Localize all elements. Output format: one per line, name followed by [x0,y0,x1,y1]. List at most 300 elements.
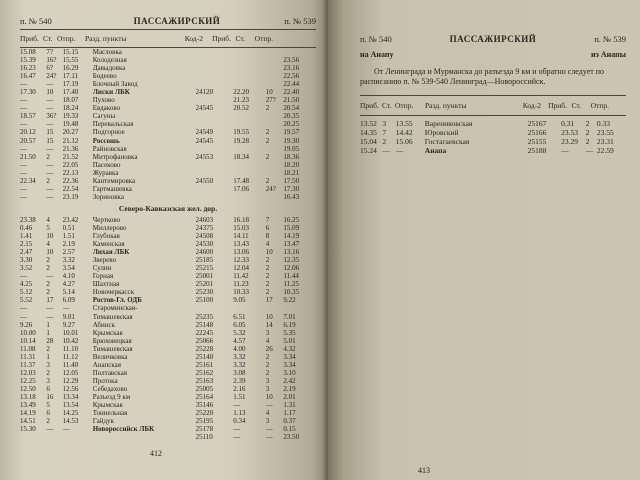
cell-station: Россошь [92,136,120,145]
col-arrival-2: Приб. [548,101,567,110]
cell-arrival: 15.08 [20,48,36,56]
cell-code: 25163 [195,376,214,385]
cell-arrival-2: 19.55 [233,128,249,137]
cell-stop: — [46,304,54,313]
cell-arrival-2: 18.34 [233,152,249,161]
cell-arrival-2: 12.33 [233,256,249,265]
cell-station: Колодезная [92,56,127,65]
cell-departure: 12.56 [62,384,79,393]
cell-arrival-2: 0.34 [233,417,246,426]
cell-code: 25195 [195,417,214,426]
cell-stop-2: 2 [265,352,270,361]
cell-departure: 13.55 [395,119,413,128]
cell-stop: — [46,160,54,169]
table-row [20,177,316,185]
cell-departure-2: 22.59 [596,146,614,155]
section-subheading: Северо-Кавказская жел. дор. [118,203,218,213]
cell-arrival: 2.47 [20,248,33,257]
cell-stop: 2 [46,417,50,426]
cell-departure: 22.36 [62,176,79,185]
table-row [20,288,316,296]
cell-arrival-2: — [233,433,241,442]
table-row [20,345,316,353]
cell-arrival-2: 12.04 [233,264,249,273]
cell-departure: 6.09 [62,296,75,305]
cell-arrival-2: 22.20 [233,88,249,97]
cell-arrival: 16.23 [20,64,36,73]
cell-arrival-2 [233,80,266,88]
cell-stop: — [46,96,54,105]
table-row [20,72,316,80]
cell-code: 24545 [195,104,214,113]
cell-arrival: 18.57 [20,112,36,121]
cell-departure-2: 12.06 [283,264,300,273]
cell-departure: 12.05 [62,368,79,377]
table-row [20,329,316,337]
cell-station: Глубокая [92,232,120,241]
table-row [20,153,316,161]
cell-station: Ростов-Гл. ОДБ [92,296,142,305]
cell-arrival-2 [233,56,266,64]
cell-stop: 6 [46,384,50,393]
cell-stop: 15 [46,128,54,137]
cell-arrival-2: 13.43 [233,240,249,249]
left-header-title: ПАССАЖИРСКИЙ [133,16,221,26]
cell-stop-2 [266,56,284,64]
cell-arrival: 17.30 [20,88,36,97]
cell-arrival: — [20,160,27,169]
cell-arrival: 22.34 [20,176,36,185]
cell-departure-2: 23.56 [283,56,300,65]
cell-stop-2: 3 [265,417,270,426]
cell-station: Пасеково [92,160,121,169]
right-rows [360,119,626,155]
cell-departure-2 [283,304,316,312]
cell-arrival: 16.47 [20,72,36,81]
cell-arrival: 14.35 [360,128,377,137]
table-row [360,128,626,137]
cell-stop-2: 2 [265,128,270,137]
cell-departure: 22.13 [62,168,79,177]
cell-station: Крымская [92,328,123,337]
cell-station: Тимашевская [92,312,133,321]
cell-stop: 2 [382,137,387,146]
cell-arrival: 15.04 [360,137,377,146]
cell-station: Анапа [424,146,447,155]
cell-code: 25188 [527,146,547,155]
table-row [20,232,316,240]
cell-stop: 1 [46,320,50,329]
cell-departure: 22.54 [62,184,79,193]
cell-arrival: 2.15 [20,240,33,249]
cell-departure-2: 14.19 [283,232,300,241]
route-note: От Ленинграда и Мурманска до разъезда 9 км и обратно следует по расписанию п. № 539-540 Ленинград—Новороссийск. [360,67,605,86]
cell-departure-2: 10.35 [283,288,300,297]
cell-stop-2: 10 [265,392,273,401]
cell-station: Чертково [92,215,121,224]
cell-departure-2: 20.54 [283,104,300,113]
cell-arrival: 10.14 [20,336,36,345]
cell-arrival: 12.25 [20,376,36,385]
cell-station: Пухово [92,96,115,105]
cell-arrival: 4.25 [20,280,33,289]
cell-arrival: — [20,184,27,193]
cell-stop-2: 4 [265,240,270,249]
cell-station: Зориновка [92,192,124,201]
cell-station: Новочеркасск [92,288,134,297]
cell-departure: 20.27 [62,128,79,137]
cell-stop-2: 3 [265,376,270,385]
cell-departure: 13.34 [62,392,79,401]
table-row [20,48,316,56]
cell-arrival-2: 3.32 [233,360,246,369]
table-row [20,264,316,272]
cell-code [196,193,234,201]
cell-departure: 16.29 [62,64,79,73]
cell-code [196,56,234,64]
cell-arrival: 14.19 [20,409,36,418]
cell-code [196,64,234,72]
cell-arrival: 13.49 [20,401,36,410]
cell-stop: 16? [46,56,57,65]
cell-stop-2 [266,112,284,120]
cell-code: 25235 [195,312,214,321]
cell-station: Разъезд 9 км [92,392,131,401]
left-page-header [20,16,316,26]
cell-stop-2: — [585,146,594,155]
cell-arrival-2: 2.39 [233,376,246,385]
cell-stop-2: — [265,401,273,410]
table-row [360,146,626,155]
col-departure: Отпр. [57,34,76,43]
cell-code: 25161 [195,360,214,369]
cell-arrival-2: 4.57 [233,336,246,345]
cell-departure-2: 19.05 [283,144,300,153]
cell-departure-2: 17.50 [283,176,300,185]
cell-departure-2: 20.25 [283,120,300,129]
cell-station: Перевальская [92,120,134,129]
cell-stop: 2 [46,152,50,161]
cell-stop: 3 [46,360,50,369]
table-row [20,409,316,417]
cell-stop: 10 [46,232,54,241]
cell-departure-2: 15.09 [283,223,300,232]
cell-arrival: 12.03 [20,368,36,377]
cell-departure-2: 3.34 [283,360,296,369]
cell-stop: 36? [46,112,57,121]
cell-stop-2 [266,80,284,88]
table-row [20,193,316,201]
cell-stop-2 [266,161,284,169]
cell-code: 25167 [527,119,547,128]
cell-code: 25230 [195,288,214,297]
cell-arrival-2: 11.42 [233,272,249,281]
cell-station: Лихая ЛБК [92,248,130,257]
cell-code: 24530 [195,240,214,249]
cell-departure-2: 2.01 [283,392,296,401]
cell-station: Блочный Завод [92,80,138,89]
cell-station: Журавка [92,168,119,177]
cell-stop-2: 2 [265,104,270,113]
cell-code: 25155 [527,137,547,146]
cell-arrival-2 [233,120,266,128]
cell-stop: 2 [46,344,50,353]
cell-arrival-2: 13.06 [233,248,249,257]
cell-departure: 18.07 [62,96,79,105]
cell-arrival-2: 3.32 [233,352,246,361]
cell-code: 22245 [195,328,214,337]
cell-arrival: — [20,168,27,177]
cell-departure-2: 22.40 [283,88,300,97]
cell-arrival-2: 1.51 [233,392,246,401]
table-row [20,417,316,425]
cell-departure: 21.52 [62,152,79,161]
cell-departure: 1.51 [62,232,75,241]
cell-departure-2 [283,48,316,56]
cell-code: 25066 [195,336,214,345]
cell-stop: 2 [46,264,50,273]
direction-to-anapa: на Анапу [360,50,394,59]
table-row [20,280,316,288]
cell-code [196,120,234,128]
right-timetable [360,119,626,155]
cell-stop-2: 24? [265,184,276,193]
cell-departure: 5.14 [62,288,75,297]
table-row [20,393,316,401]
cell-stop: — [46,120,54,129]
cell-departure: — [395,146,404,155]
left-page-number: 412 [150,449,162,458]
cell-arrival-2: 1.13 [233,409,246,418]
cell-station: Величковка [92,352,128,361]
col-departure-2: Отпр. [590,101,609,110]
cell-stop-2: 6 [265,223,270,232]
cell-code: 25220 [195,409,214,418]
cell-stop: 7 [382,128,387,137]
cell-departure-2: 18.36 [283,152,300,161]
cell-stop-2: 10 [265,88,273,97]
cell-code [196,112,234,120]
cell-arrival: — [20,312,27,321]
cell-station: Юровский [424,128,459,137]
cell-stop-2 [266,304,284,312]
col-stop-2: Ст. [571,101,581,110]
cell-departure: 10.42 [62,336,79,345]
table-row [20,128,316,136]
cell-station: Полтавская [92,368,127,377]
cell-station: Крымская [92,401,123,410]
cell-arrival: — [20,192,27,201]
cell-departure-2: 7.01 [283,312,296,321]
cell-stop-2: 2 [265,280,270,289]
col-arrival: Приб. [360,101,379,110]
table-row [20,112,316,120]
cell-departure: 4.10 [62,272,75,281]
cell-stop-2: 3 [265,328,270,337]
table-row [20,401,316,409]
cell-station: Гартмашевка [92,184,132,193]
cell-stop-2: 4 [265,409,270,418]
cell-stop: 2 [46,288,50,297]
cell-code: 35146 [195,401,214,410]
cell-departure-2: 23.31 [596,137,614,146]
cell-code: 25140 [195,352,214,361]
cell-stop: — [46,312,54,321]
cell-stop-2: 14 [265,320,273,329]
cell-stop: 1 [46,352,50,361]
left-header-train-left: п. № 540 [20,16,52,26]
cell-code: 25100 [195,296,214,305]
right-column-headers [360,95,626,116]
cell-departure-2: 22.44 [283,80,300,89]
cell-arrival-2: — [233,401,241,410]
cell-stop-2: 17 [265,296,273,305]
table-row [20,377,316,385]
cell-departure [63,433,93,441]
col-stop: Ст. [382,101,392,110]
right-page-header [360,34,626,44]
table-row [20,272,316,280]
cell-arrival: 11.08 [20,344,36,353]
cell-arrival-2: 15.03 [233,223,249,232]
cell-departure: 14.42 [395,128,413,137]
cell-code: 25148 [195,320,214,329]
cell-departure-2: 21.50 [283,96,300,105]
cell-station: Протока [92,376,118,385]
cell-stop-2: 2 [265,272,270,281]
cell-stop: 10 [46,248,54,257]
col-code: Код-2 [184,34,203,43]
table-row [20,425,316,433]
cell-departure-2: 13.16 [283,248,300,257]
cell-departure-2: 3.10 [283,368,296,377]
cell-station: Варениковская [424,119,473,128]
cell-stop: 1 [46,328,50,337]
cell-stop: — [46,168,54,177]
cell-arrival-2: 3.08 [233,368,246,377]
table-row [20,169,316,177]
cell-stop-2: 2 [585,128,590,137]
cell-station: Давыдовка [92,64,126,73]
cell-departure: 14.25 [62,409,79,418]
cell-departure-2: 22.56 [283,72,300,81]
cell-stop: 4 [46,215,50,224]
cell-arrival: 13.52 [360,119,377,128]
cell-departure: 17.11 [62,72,79,81]
col-arrival: Приб. [20,34,39,43]
cell-stop: — [382,146,390,155]
cell-code: 24508 [195,232,214,241]
cell-stop: 2 [46,280,50,289]
cell-station: Миллерово [92,223,127,232]
cell-stop-2 [266,169,284,177]
cell-departure-2: 23.50 [283,433,300,442]
cell-departure-2: 16.43 [283,192,300,201]
cell-departure-2: 23.16 [283,64,300,73]
cell-code: 24375 [195,223,214,232]
cell-arrival-2: 17.06 [233,184,249,193]
left-rows-group-2 [20,216,316,441]
cell-departure-2: 0.15 [283,425,296,434]
table-row [20,304,316,312]
cell-station: Гостагаевская [424,137,470,146]
cell-departure: 11.40 [62,360,79,369]
cell-arrival-2: 23.53 [561,128,578,137]
cell-code: 24549 [195,128,214,137]
table-row [20,361,316,369]
cell-departure: 9.01 [62,312,75,321]
cell-stop-2: 10 [265,248,273,257]
cell-stop-2: 2 [265,368,270,377]
cell-departure: 11.10 [62,344,79,353]
cell-stop-2: 27? [265,96,276,105]
cell-arrival-2: 5.32 [233,328,246,337]
right-subheader [360,50,626,59]
cell-departure: 0.51 [62,223,75,232]
cell-stop: 5 [46,401,50,410]
cell-arrival: 3.52 [20,264,33,273]
cell-departure-2: 3.34 [283,352,296,361]
cell-stop-2 [266,72,284,80]
table-row [20,120,316,128]
left-rows-group-1 [20,48,316,201]
table-row [20,240,316,248]
col-stations: Разд. пункты [85,34,127,43]
table-row [20,313,316,321]
left-header-train-right: п. № 539 [284,16,316,26]
cell-stop-2: 2 [265,288,270,297]
table-row [20,64,316,72]
cell-arrival-2: 6.05 [233,320,246,329]
cell-station: Себедахово [92,384,128,393]
direction-from-anapa: из Анапы [591,50,626,59]
cell-arrival: 21.50 [20,152,36,161]
cell-station: Сулин [92,264,112,273]
cell-station: Кантемировка [92,176,136,185]
cell-code: 25162 [195,368,214,377]
cell-departure: 17.19 [62,80,79,89]
cell-station [93,433,196,441]
cell-departure: — [62,304,70,313]
cell-departure-2: 16.25 [283,215,300,224]
cell-departure: 23.19 [62,192,79,201]
table-row [20,137,316,145]
cell-departure: 3.54 [62,264,75,273]
right-page-number: 413 [418,466,430,475]
col-stations: Разд. пункты [425,101,467,110]
cell-departure-2: 0.33 [596,119,610,128]
cell-arrival-2: 9.05 [233,296,246,305]
cell-departure: 2.19 [62,240,75,249]
cell-arrival-2 [233,112,266,120]
cell-arrival-2: 17.48 [233,176,249,185]
cell-stop: 4 [46,240,50,249]
cell-departure: — [62,425,70,434]
cell-station: Сагуны [92,112,116,121]
table-row [360,119,626,128]
cell-departure: 18.24 [62,104,79,113]
cell-stop-2: 3 [265,384,270,393]
cell-stop-2: 2 [265,264,270,273]
table-row [20,385,316,393]
table-row [20,296,316,304]
right-header-train-left: п. № 540 [360,34,392,44]
cell-station: Лиски ЛБК [92,88,130,97]
cell-departure-2: 9.22 [283,296,296,305]
cell-departure-2: 6.19 [283,320,296,329]
right-page [328,0,640,480]
cell-stop [46,433,62,441]
